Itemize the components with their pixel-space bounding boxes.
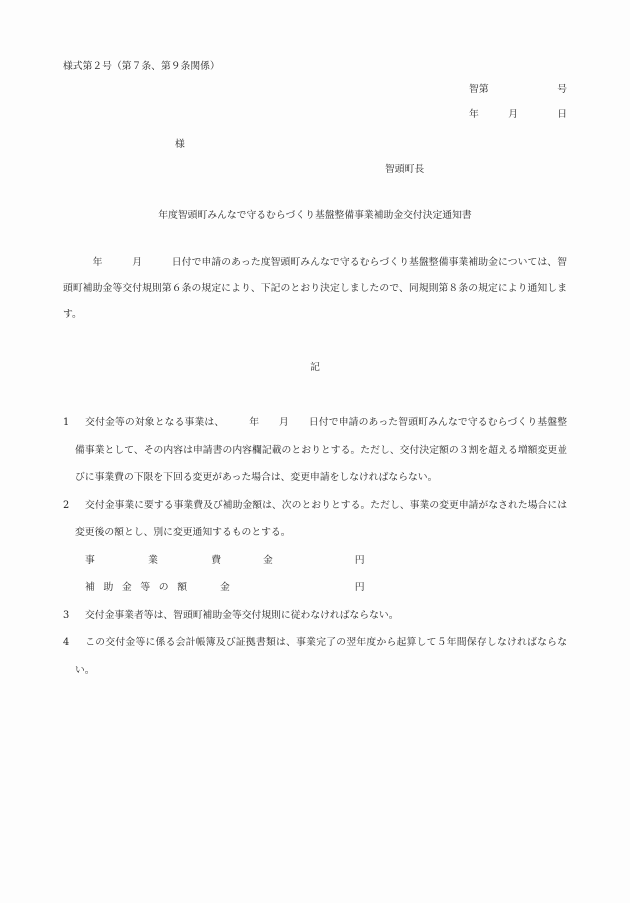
document-number-line: 智第 号 [469, 84, 567, 95]
item-text: 交付金事業に要する事業費及び補助金額は、次のとおりとする。ただし、事業の変更申請がなされた場合には変更後の額とし、別に変更通知するものとする。 [75, 499, 567, 538]
amount-kin: 金 [220, 582, 230, 593]
list-item-3 [63, 602, 567, 630]
item-number: 1 [63, 417, 70, 428]
amount-kin: 金 [263, 554, 273, 566]
form-number: 様式第２号（第７条、第９条関係） [63, 61, 220, 72]
amount-unit: 円 [354, 582, 365, 593]
amount-label: 事業費 [85, 554, 221, 566]
amount-row-project-cost [85, 547, 567, 575]
item-number: 3 [63, 609, 70, 621]
item-text: 交付金等の対象となる事業は、 年 月 日付で申請のあった智頭町みんなで守るむらづくり基盤整備事業として、その内容は申請書の内容欄記載のとおりとする。ただし、交付決定額の３割を超える増額変更並びに事業費の下限を下回る変更があった場合は、変更申請をしなければならない。 [75, 417, 567, 483]
amount-label: 補助金等の額 [85, 582, 187, 593]
document-title: 年度智頭町みんなで守るむらづくり基盤整備事業補助金交付決定通知書 [158, 210, 472, 221]
item-text: この交付金等に係る会計帳簿及び証拠書類は、事業完了の翌年度から起算して５年間保存しなければならない。 [75, 637, 567, 676]
ki-heading: 記 [310, 362, 320, 373]
amount-row-subsidy [85, 574, 567, 602]
list-item-2 [63, 492, 567, 547]
amount-unit: 円 [354, 554, 365, 566]
item-number: 4 [63, 637, 70, 648]
date-line: 年 月 日 [469, 109, 567, 120]
body-paragraph: 年 月 日付で申請のあった度智頭町みんなで守るむらづくり基盤整備事業補助金については、智頭町補助金等交付規則第６条の規定により、下記のとおり決定しましたので、同規則第８条の規定により通知します。 [63, 257, 567, 320]
item-number: 2 [63, 499, 70, 511]
list-item-4 [63, 629, 567, 684]
items-list [63, 409, 567, 684]
list-item-1 [63, 409, 567, 492]
addressee-line: 様 [175, 139, 185, 150]
item-text: 交付金事業者等は、智頭町補助金等交付規則に従わなければならない。 [85, 609, 399, 621]
sender-line: 智頭町長 [385, 164, 425, 175]
